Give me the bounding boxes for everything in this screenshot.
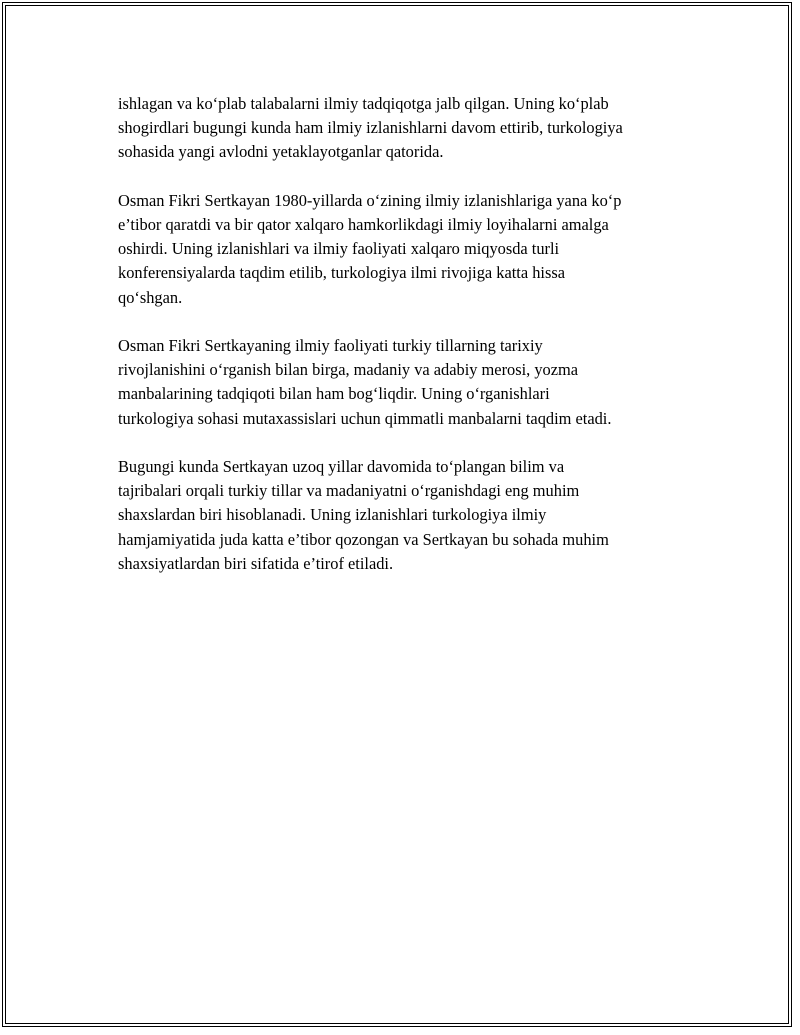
paragraph-1: ishlagan va ko‘plab talabalarni ilmiy tadqiqotga jalb qilgan. Uning ko‘plab shogirdlari bugungi kunda ham ilmiy izlanishlarni davom ettirib, turkologiya sohasida yangi avlodni yetaklayotganlar qatorida. xyxy=(118,94,623,162)
paragraph-2: Osman Fikri Sertkayan 1980-yillarda o‘zining ilmiy izlanishlariga yana ko‘p e’tibor qaratdi va bir qator xalqaro hamkorlikdagi ilmiy loyihalarni amalga oshirdi. Uning izlanishlari va ilmiy faoliyati xalqaro miqyosda turli konferensiyalarda taqdim etilib, turkologiya ilmi rivojiga katta hissa qo‘shgan. xyxy=(118,190,622,307)
document-body xyxy=(118,92,698,600)
paragraph-3: Osman Fikri Sertkayaning ilmiy faoliyati turkiy tillarning tarixiy rivojlanishini o‘rganish bilan birga, madaniy va adabiy merosi, yozma manbalarining tadqiqoti bilan ham bog‘liqdir. Uning o‘rganishlari turkologiya sohasi mutaxassislari uchun qimmatli manbalarni taqdim etadi. xyxy=(118,336,612,428)
paragraph-4: Bugungi kunda Sertkayan uzoq yillar davomida to‘plangan bilim va tajribalari orqali turkiy tillar va madaniyatni o‘rganishdagi eng muhim shaxslardan biri hisoblanadi. Uning izlanishlari turkologiya ilmiy hamjamiyatida juda katta e’tibor qozongan va Sertkayan bu sohada muhim shaxsiyatlardan biri sifatida e’tirof etiladi. xyxy=(118,457,609,573)
